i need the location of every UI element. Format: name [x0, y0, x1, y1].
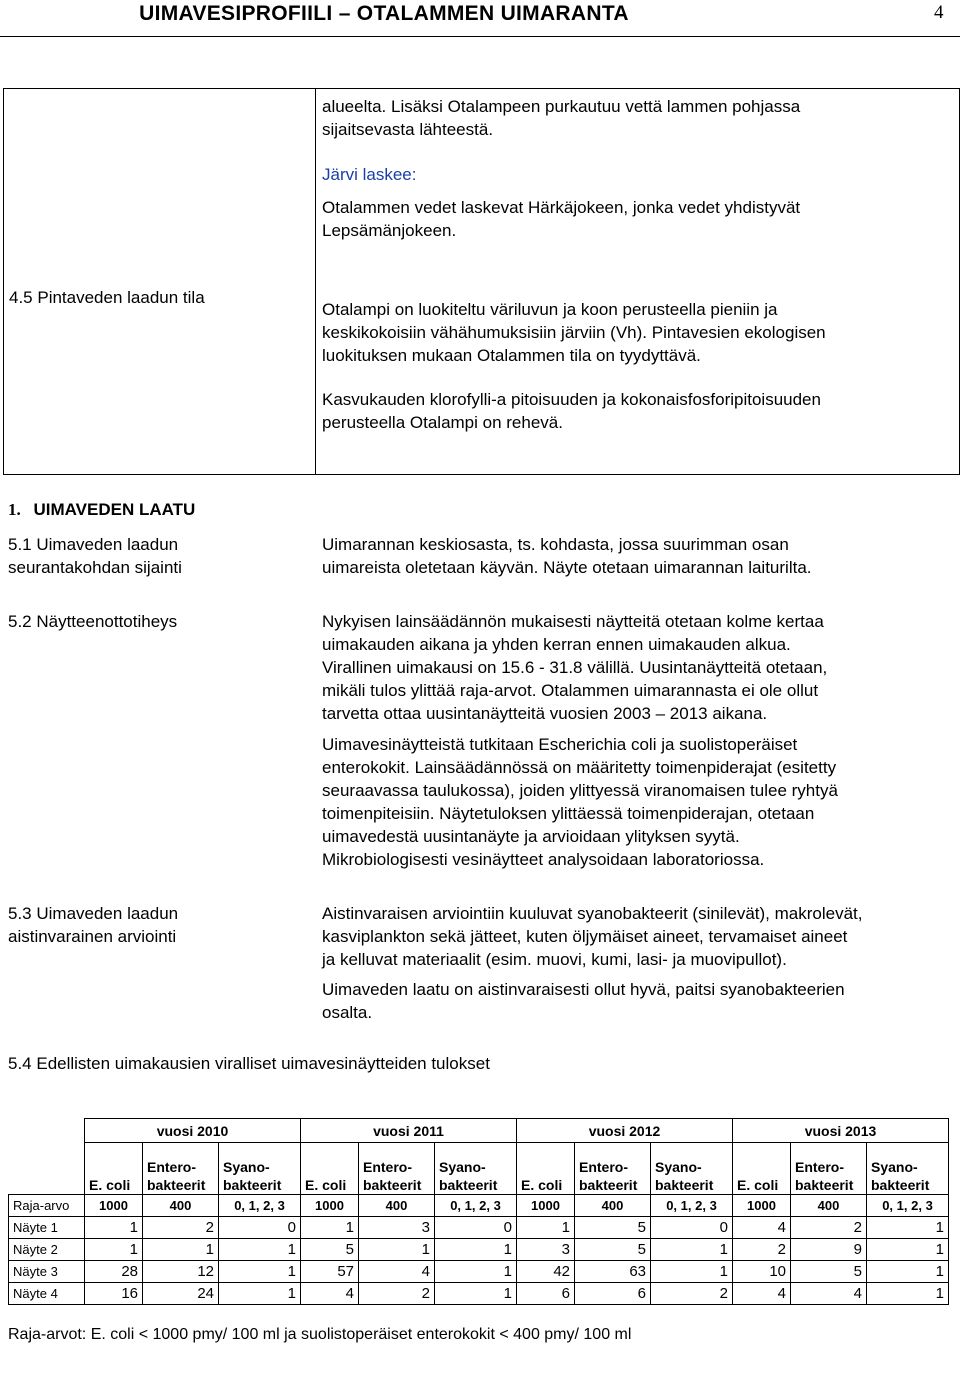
- col-header-line: Entero-: [363, 1159, 412, 1175]
- section-4-5-label: 4.5 Pintaveden laadun tila: [9, 288, 205, 307]
- table-cell: 12: [143, 1261, 219, 1283]
- table-cell: 1: [219, 1239, 301, 1261]
- table-cell: 1: [517, 1217, 575, 1239]
- col-header-syano: [651, 1143, 733, 1195]
- col-header-ecoli: [85, 1143, 143, 1195]
- table-row: [9, 1283, 949, 1305]
- table-cell: 28: [85, 1261, 143, 1283]
- table-corner: [9, 1143, 85, 1195]
- table-cell: 1: [435, 1239, 517, 1261]
- table-cell: 4: [301, 1283, 359, 1305]
- col-header-entero: [143, 1143, 219, 1195]
- table-cell: 1: [219, 1261, 301, 1283]
- paragraph-line: tarvetta ottaa uusintanäytteitä vuosien 2003 – 2013 aikana.: [322, 704, 768, 723]
- year-header-2010: vuosi 2010: [85, 1119, 301, 1143]
- section-5-1-label: [8, 533, 182, 579]
- section-heading-number: 1.: [8, 500, 21, 519]
- paragraph-line: Nykyisen lainsäädännön mukaisesti näytteitä otetaan kolme kertaa: [322, 612, 824, 631]
- paragraph-line: perusteella Otalampi on rehevä.: [322, 413, 563, 432]
- section-heading: [8, 498, 195, 521]
- section-5-2-label: 5.2 Näytteenottotiheys: [8, 612, 178, 631]
- table-cell: 4: [733, 1217, 791, 1239]
- table-cell: 2: [791, 1217, 867, 1239]
- paragraph-line: Kasvukauden klorofylli-a pitoisuuden ja kokonaisfosforipitoisuuden: [322, 390, 821, 409]
- table-cell: 16: [85, 1283, 143, 1305]
- table-cell: 3: [359, 1217, 435, 1239]
- jarvi-text: [322, 196, 800, 242]
- intro-text: [322, 95, 800, 141]
- table-cell: 3: [517, 1239, 575, 1261]
- table-cell: 42: [517, 1261, 575, 1283]
- jarvi-heading: Järvi laskee:: [322, 165, 417, 184]
- table-cell: 2: [733, 1239, 791, 1261]
- col-header-line: bakteerit: [871, 1177, 930, 1193]
- col-header-line: bakteerit: [795, 1177, 854, 1193]
- table-cell: 1: [867, 1217, 949, 1239]
- table-cell: 5: [791, 1261, 867, 1283]
- col-header-line: Entero-: [579, 1159, 628, 1175]
- col-header-line: bakteerit: [655, 1177, 714, 1193]
- table-row: [9, 1239, 949, 1261]
- raja-arvo-row: [9, 1195, 949, 1217]
- section-5-3-paragraph-2: [322, 978, 845, 1024]
- paragraph-line: uimakauden aikana ja yhden kerran ennen uimakauden alkua.: [322, 635, 791, 654]
- row-label: Raja-arvo: [9, 1195, 85, 1217]
- col-header-line: E. coli: [521, 1177, 563, 1193]
- info-box-divider: [315, 88, 316, 475]
- col-header-line: Syano-: [439, 1159, 486, 1175]
- paragraph-line: Mikrobiologisesti vesinäytteet analysoidaan laboratoriossa.: [322, 850, 765, 869]
- paragraph-line: Uimavesinäytteistä tutkitaan Escherichia coli ja suolistoperäiset: [322, 735, 798, 754]
- paragraph-line: uimareista oletetaan käyvän. Näyte otetaan uimarannan laiturilta.: [322, 558, 812, 577]
- table-cell: 5: [575, 1217, 651, 1239]
- table-row: [9, 1217, 949, 1239]
- col-header-line: E. coli: [89, 1177, 131, 1193]
- row-label: Näyte 3: [9, 1261, 85, 1283]
- col-header-ecoli: [301, 1143, 359, 1195]
- paragraph-line: seuraavassa taulukossa), joiden ylittyessä viranomaisen tulee ryhtyä: [322, 781, 838, 800]
- table-cell: 63: [575, 1261, 651, 1283]
- table-cell: 0: [435, 1217, 517, 1239]
- table-cell: 4: [733, 1283, 791, 1305]
- paragraph-line: toimenpiteisiin. Näytetuloksen ylittäessä toimenpiderajan, otetaan: [322, 804, 815, 823]
- table-cell: 4: [359, 1261, 435, 1283]
- paragraph-line: Uimarannan keskiosasta, ts. kohdasta, jossa suurimman osan: [322, 535, 789, 554]
- table-cell: 1: [651, 1239, 733, 1261]
- col-header-line: bakteerit: [223, 1177, 282, 1193]
- col-header-syano: [219, 1143, 301, 1195]
- label-line: 5.3 Uimaveden laadun: [8, 904, 179, 923]
- table-cell: 2: [359, 1283, 435, 1305]
- table-cell: 1: [301, 1217, 359, 1239]
- table-cell: 1: [359, 1239, 435, 1261]
- table-cell: 1: [651, 1261, 733, 1283]
- table-cell: 0, 1, 2, 3: [651, 1195, 733, 1217]
- col-header-entero: [791, 1143, 867, 1195]
- results-table: [8, 1118, 949, 1305]
- year-header-2012: vuosi 2012: [517, 1119, 733, 1143]
- table-cell: 400: [791, 1195, 867, 1217]
- label-line: 5.1 Uimaveden laadun: [8, 535, 179, 554]
- label-line: seurantakohdan sijainti: [8, 558, 182, 577]
- table-cell: 1: [219, 1283, 301, 1305]
- label-line: aistinvarainen arviointi: [8, 927, 177, 946]
- year-header-2011: vuosi 2011: [301, 1119, 517, 1143]
- section-5-3-label: [8, 902, 178, 948]
- table-cell: 6: [575, 1283, 651, 1305]
- paragraph-line: keskikokoisiin vähähumuksisiin järviin (Vh). Pintavesien ekologisen: [322, 323, 826, 342]
- section-5-2-paragraph-2: [322, 733, 838, 871]
- table-cell: 1000: [733, 1195, 791, 1217]
- table-cell: 6: [517, 1283, 575, 1305]
- table-corner: [9, 1119, 85, 1143]
- paragraph-line: enterokokit. Lainsäädännössä on määritetty toimenpiderajat (esitetty: [322, 758, 837, 777]
- row-label: Näyte 2: [9, 1239, 85, 1261]
- table-cell: 400: [143, 1195, 219, 1217]
- jarvi-line: Otalammen vedet laskevat Härkäjokeen, jonka vedet yhdistyvät: [322, 198, 801, 217]
- col-header-line: Entero-: [795, 1159, 844, 1175]
- table-cell: 24: [143, 1283, 219, 1305]
- table-cell: 1: [867, 1261, 949, 1283]
- year-header-row: [9, 1119, 949, 1143]
- section-4-5-paragraph-2: [322, 388, 821, 434]
- intro-line: sijaitsevasta lähteestä.: [322, 120, 494, 139]
- col-header-line: Syano-: [655, 1159, 702, 1175]
- header-rule: [0, 36, 960, 37]
- paragraph-line: uimavedestä uusintanäyte ja arvioidaan ylityksen syytä.: [322, 827, 740, 846]
- table-cell: 1000: [85, 1195, 143, 1217]
- section-4-5-paragraph-1: [322, 298, 826, 367]
- table-cell: 1: [435, 1283, 517, 1305]
- table-footnote: Raja-arvot: E. coli < 1000 pmy/ 100 ml ja suolistoperäiset enterokokit < 400 pmy/ 100 ml: [8, 1326, 632, 1343]
- table-cell: 5: [575, 1239, 651, 1261]
- col-header-line: E. coli: [305, 1177, 347, 1193]
- col-header-line: bakteerit: [439, 1177, 498, 1193]
- table-row: [9, 1261, 949, 1283]
- paragraph-line: mikäli tulos ylittää raja-arvot. Otalammen uimarannasta ei ole ollut: [322, 681, 819, 700]
- col-header-entero: [359, 1143, 435, 1195]
- row-label: Näyte 1: [9, 1217, 85, 1239]
- paragraph-line: kasviplankton sekä jätteet, kuten öljymäiset aineet, tervamaiset aineet: [322, 927, 848, 946]
- table-cell: 10: [733, 1261, 791, 1283]
- section-5-4-label: 5.4 Edellisten uimakausien viralliset uimavesinäytteiden tulokset: [8, 1054, 490, 1073]
- page-number: 4: [934, 2, 944, 23]
- table-cell: 0, 1, 2, 3: [867, 1195, 949, 1217]
- table-cell: 1: [867, 1239, 949, 1261]
- col-header-line: bakteerit: [363, 1177, 422, 1193]
- table-cell: 2: [143, 1217, 219, 1239]
- col-header-line: bakteerit: [147, 1177, 206, 1193]
- table-cell: 1: [143, 1239, 219, 1261]
- col-header-ecoli: [733, 1143, 791, 1195]
- table-cell: 400: [575, 1195, 651, 1217]
- col-header-line: Entero-: [147, 1159, 196, 1175]
- paragraph-line: ja kelluvat materiaalit (esim. muovi, kumi, lasi- ja muovipullot).: [322, 950, 787, 969]
- col-header-line: E. coli: [737, 1177, 779, 1193]
- section-5-2-paragraph-1: [322, 610, 827, 725]
- year-header-2013: vuosi 2013: [733, 1119, 949, 1143]
- table-cell: 9: [791, 1239, 867, 1261]
- table-cell: 1: [85, 1217, 143, 1239]
- table-cell: 0: [219, 1217, 301, 1239]
- jarvi-line: Lepsämänjokeen.: [322, 221, 457, 240]
- col-header-line: Syano-: [871, 1159, 918, 1175]
- col-header-syano: [435, 1143, 517, 1195]
- section-5-3-paragraph-1: [322, 902, 862, 971]
- table-cell: 1000: [517, 1195, 575, 1217]
- table-cell: 5: [301, 1239, 359, 1261]
- col-header-entero: [575, 1143, 651, 1195]
- paragraph-line: Otalampi on luokiteltu väriluvun ja koon perusteella pieniin ja: [322, 300, 778, 319]
- page-header-title: UIMAVESIPROFIILI – OTALAMMEN UIMARANTA: [139, 2, 629, 25]
- table-cell: 57: [301, 1261, 359, 1283]
- row-label: Näyte 4: [9, 1283, 85, 1305]
- table-cell: 0: [651, 1217, 733, 1239]
- table-cell: 2: [651, 1283, 733, 1305]
- table-cell: 400: [359, 1195, 435, 1217]
- paragraph-line: Virallinen uimakausi on 15.6 - 31.8 välillä. Uusintanäytteitä otetaan,: [322, 658, 828, 677]
- paragraph-line: osalta.: [322, 1003, 373, 1022]
- paragraph-line: Aistinvaraisen arviointiin kuuluvat syanobakteerit (sinilevät), makrolevät,: [322, 904, 863, 923]
- col-header-syano: [867, 1143, 949, 1195]
- table-cell: 0, 1, 2, 3: [219, 1195, 301, 1217]
- table-cell: 1: [435, 1261, 517, 1283]
- paragraph-line: Uimaveden laatu on aistinvaraisesti ollut hyvä, paitsi syanobakteerien: [322, 980, 845, 999]
- table-cell: 1: [867, 1283, 949, 1305]
- table-cell: 1: [85, 1239, 143, 1261]
- intro-line: alueelta. Lisäksi Otalampeen purkautuu vettä lammen pohjassa: [322, 97, 801, 116]
- table-cell: 1000: [301, 1195, 359, 1217]
- section-5-1-text: [322, 533, 812, 579]
- col-header-line: bakteerit: [579, 1177, 638, 1193]
- col-header-line: Syano-: [223, 1159, 270, 1175]
- table-cell: 0, 1, 2, 3: [435, 1195, 517, 1217]
- section-heading-text: UIMAVEDEN LAATU: [33, 500, 196, 519]
- table-cell: 4: [791, 1283, 867, 1305]
- paragraph-line: luokituksen mukaan Otalammen tila on tyydyttävä.: [322, 346, 701, 365]
- column-header-row: [9, 1143, 949, 1195]
- col-header-ecoli: [517, 1143, 575, 1195]
